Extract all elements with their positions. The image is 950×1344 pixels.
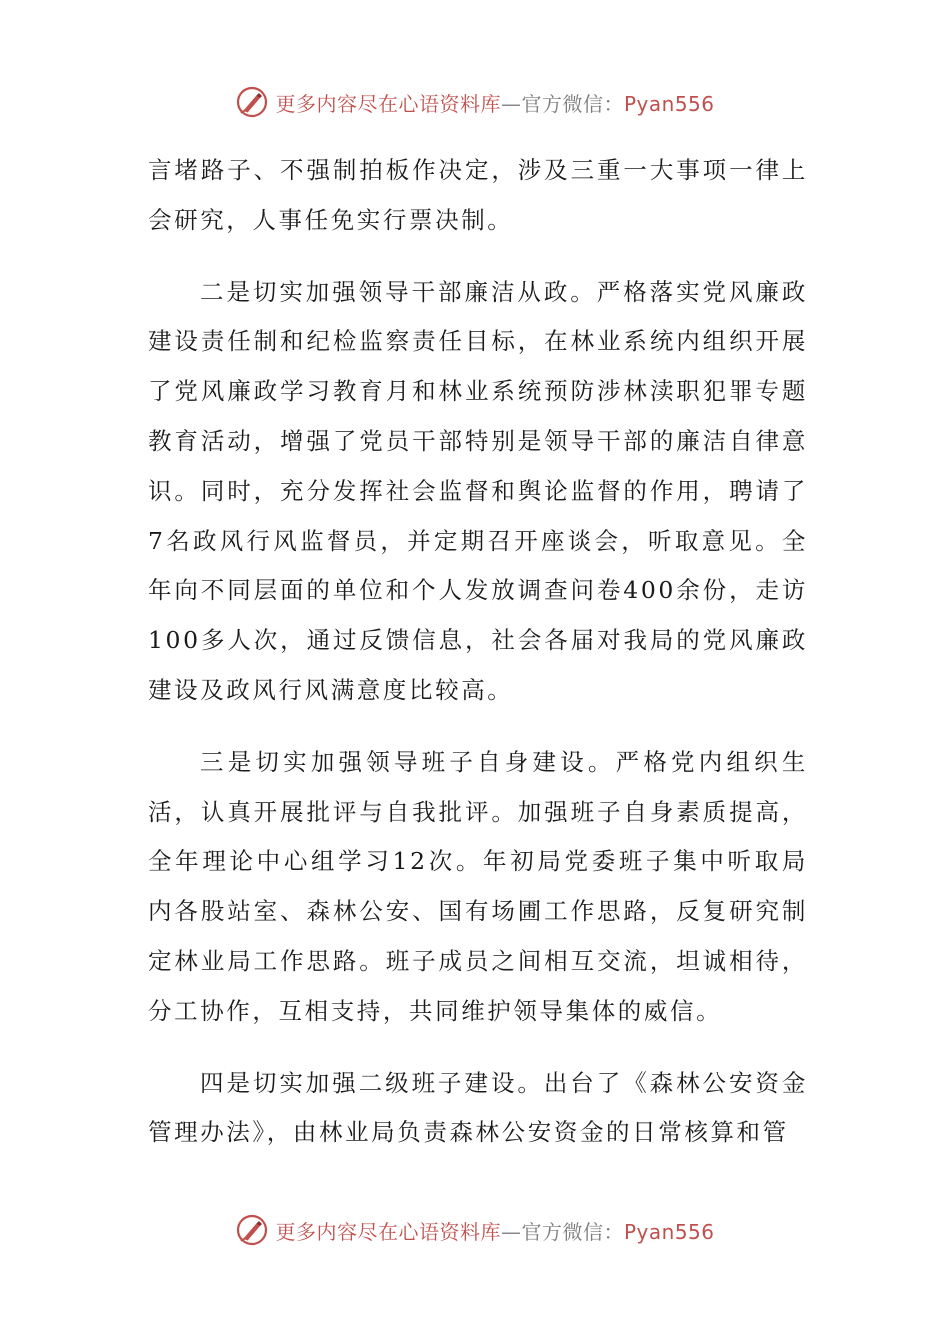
banner-main-text: 更多内容尽在心语资料库 <box>275 1219 501 1244</box>
pen-nib-icon <box>235 1213 269 1247</box>
document-body <box>148 146 808 1158</box>
banner-wechat-id: Pyan556 <box>623 91 715 116</box>
paragraph-leadership: 三是切实加强领导班子自身建设。严格党内组织生活，认真开展批评与自我批评。加强班子自身素质提高，全年理论中心组学习12次。年初局党委班子集中听取局内各股站室、森林公安、国有场圃工作思路，反复研究制定林业局工作思路。班子成员之间相互交流，坦诚相待，分工协作，互相支持，共同维护领导集体的威信。 <box>148 747 808 1025</box>
banner-main-text: 更多内容尽在心语资料库 <box>275 91 501 116</box>
banner-wechat-id: Pyan556 <box>623 1219 715 1244</box>
header-watermark-banner <box>0 82 950 122</box>
paragraph-continuation: 言堵路子、不强制拍板作决定，涉及三重一大事项一律上会研究，人事任免实行票决制。 <box>148 156 808 234</box>
banner-dash: — <box>500 1219 522 1244</box>
paragraph-secondary-team: 四是切实加强二级班子建设。出台了《森林公安资金管理办法》，由林业局负责森林公安资金的日常核算和管 <box>148 1068 808 1147</box>
paragraph-spacer <box>148 246 808 268</box>
paragraph-spacer <box>148 716 808 738</box>
banner-wechat-label: 官方微信： <box>521 91 624 116</box>
pen-nib-icon <box>235 85 269 119</box>
banner-wechat-label: 官方微信： <box>521 1219 624 1244</box>
footer-watermark-banner <box>0 1210 950 1250</box>
banner-dash: — <box>500 91 522 116</box>
banner-text <box>275 88 714 117</box>
banner-text <box>275 1216 714 1245</box>
paragraph-spacer <box>148 1037 808 1059</box>
paragraph-integrity: 二是切实加强领导干部廉洁从政。严格落实党风廉政建设责任制和纪检监察责任目标，在林业系统内组织开展了党风廉政学习教育月和林业系统预防涉林渎职犯罪专题教育活动，增强了党员干部特别是领导干部的廉洁自律意识。同时，充分发挥社会监督和舆论监督的作用，聘请了7名政风行风监督员，并定期召开座谈会，听取意见。全年向不同层面的单位和个人发放调查问卷400余份，走访100多人次，通过反馈信息，社会各届对我局的党风廉政建设及政风行风满意度比较高。 <box>148 277 808 704</box>
